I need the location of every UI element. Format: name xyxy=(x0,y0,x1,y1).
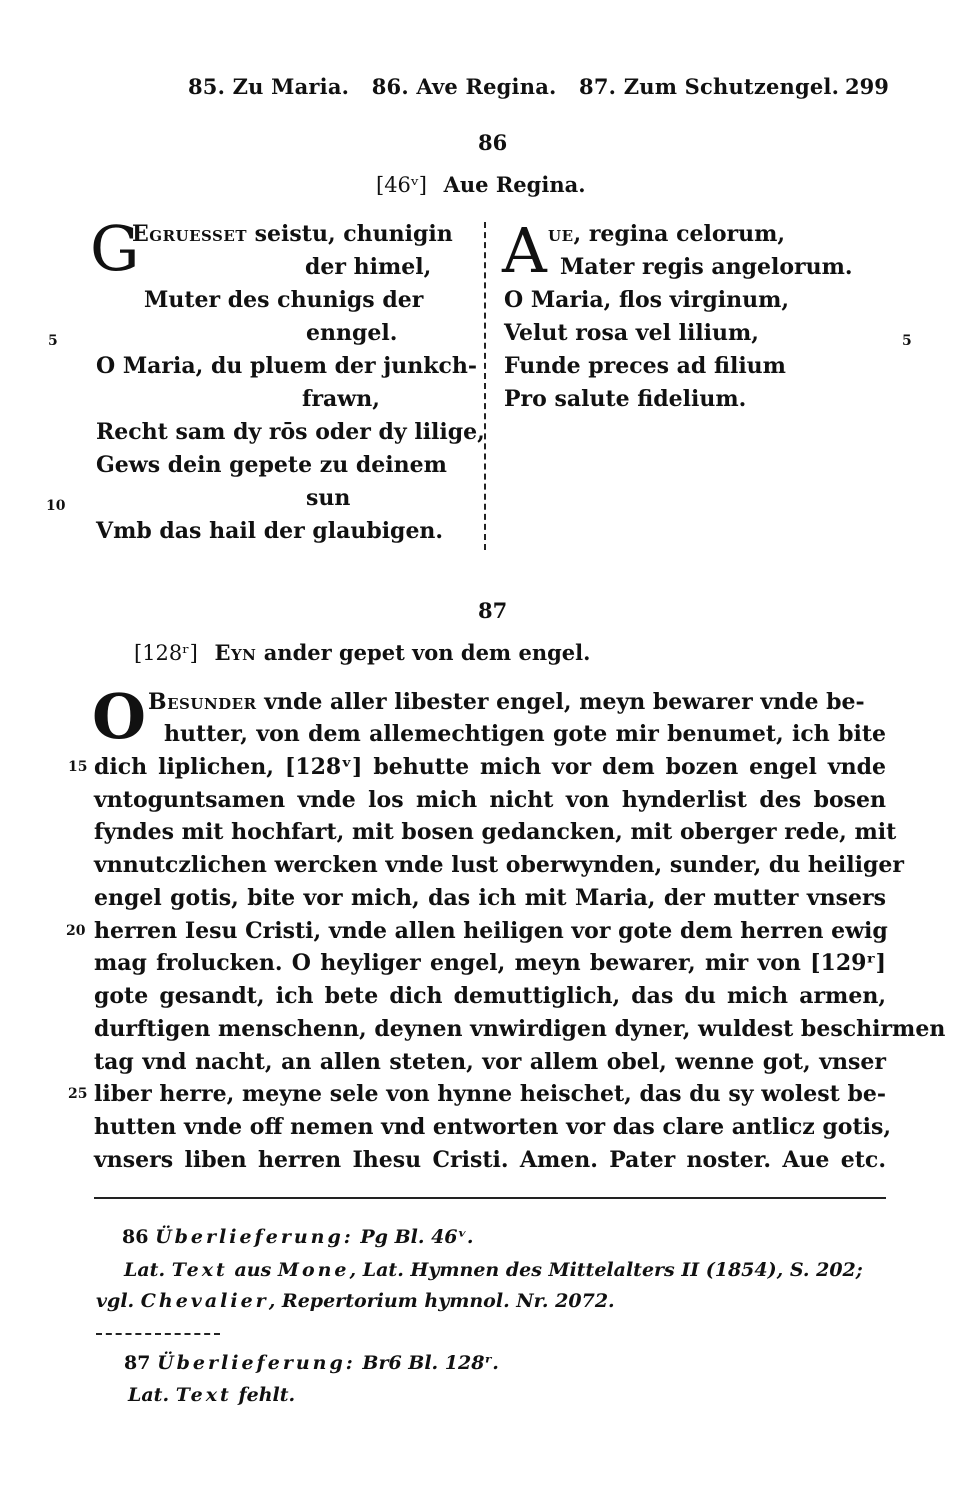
line-number: 25 xyxy=(68,1086,88,1102)
note-separator xyxy=(96,1333,220,1335)
latin-line-6: Pro salute fidelium. xyxy=(504,386,747,412)
prose-line-11: durftigen menschenn, deynen vnwirdigen dyner, wuldest beschirmen xyxy=(94,1016,946,1042)
section-87-folio: [128ʳ] xyxy=(134,641,198,665)
line-number: 10 xyxy=(46,498,66,514)
prose-line-6: vnnutczlichen wercken vnde lust oberwynden, sunder, du heiliger xyxy=(94,852,904,878)
prose-line-8: herren Iesu Cristi, vnde allen heiligen vor gote dem herren ewig xyxy=(94,918,888,944)
german-line-8: Gews dein gepete zu deinem xyxy=(96,452,447,478)
note-text: Lat. xyxy=(128,1384,176,1406)
prose-line-3: dich liplichen, [128ᵛ] behutte mich vor dem bozen engel vnde xyxy=(94,754,886,780)
note-86-rest: Pg Bl. 46ᵛ. xyxy=(353,1226,474,1248)
prose-87 xyxy=(94,0,946,1180)
section-86-title: Aue Regina. xyxy=(443,172,586,197)
latin-line-3: O Maria, flos virginum, xyxy=(504,287,790,313)
section-86-number: 86 xyxy=(478,130,508,155)
note-87-line-2 xyxy=(128,1384,295,1406)
line-number: 5 xyxy=(48,333,58,349)
note-87-word: Überlieferung: xyxy=(157,1352,356,1374)
german-line-4: enngel. xyxy=(306,320,398,346)
section-87-title-rest: ander gepet von dem engel. xyxy=(256,640,591,665)
line-number: 15 xyxy=(68,759,88,775)
dropcap-a: A xyxy=(502,214,547,287)
german-line-5: O Maria, du pluem der junkch- xyxy=(96,353,478,379)
german-line-10: Vmb das hail der glaubigen. xyxy=(96,518,444,544)
note-86-line-1 xyxy=(122,1226,473,1248)
footnote-rule xyxy=(94,1197,886,1199)
note-86-line-3 xyxy=(96,1290,615,1312)
prose-line-10: gote gesandt, ich bete dich demuttiglich, das du mich armen, xyxy=(94,983,886,1009)
note-87-label: 87 xyxy=(124,1352,151,1374)
page-number: 299 xyxy=(845,74,889,99)
note-spaced: Text xyxy=(171,1259,228,1281)
prose-line-1 xyxy=(148,686,865,719)
note-86-word: Überlieferung: xyxy=(155,1226,354,1248)
german-line-3: Muter des chunigs der xyxy=(144,287,424,313)
note-text: , Repertorium hymnol. Nr. 2072. xyxy=(268,1290,615,1312)
prose-line-14: hutten vnde off nemen vnd entworten vor das clare antlicz gotis, xyxy=(94,1114,892,1140)
latin-line-4: Velut rosa vel lilium, xyxy=(504,320,759,346)
note-87-line-1 xyxy=(124,1352,499,1374)
first-word: Besunder xyxy=(148,689,257,715)
line-text: vnde aller libester engel, meyn bewarer vnde be- xyxy=(256,689,865,715)
section-86-folio: [46ᵛ] xyxy=(376,173,427,197)
header-title: 85. Zu Maria. 86. Ave Regina. 87. Zum Schutzengel. xyxy=(188,74,840,99)
prose-line-7: engel gotis, bite vor mich, das ich mit Maria, der mutter vnsers xyxy=(94,885,886,911)
prose-line-4: vntoguntsamen vnde los mich nicht von hynderlist des bosen xyxy=(94,787,886,813)
german-line-7: Recht sam dy rōs oder dy lilige, xyxy=(96,419,485,445)
line-number: 5 xyxy=(902,333,912,349)
first-word: Egruesset xyxy=(132,221,247,247)
prose-line-5: fyndes mit hochfart, mit bosen gedancken, mit oberger rede, mit xyxy=(94,819,897,845)
note-86-label: 86 xyxy=(122,1226,149,1248)
note-name: Chevalier xyxy=(140,1290,269,1312)
section-87-number: 87 xyxy=(478,598,508,623)
note-text: fehlt. xyxy=(231,1384,296,1406)
note-text: Lat. xyxy=(124,1259,172,1281)
prose-line-9: mag frolucken. O heyliger engel, meyn bewarer, mir von [129ʳ] xyxy=(94,950,886,976)
latin-line-5: Funde preces ad filium xyxy=(504,353,786,379)
line-text: , regina celorum, xyxy=(573,221,786,247)
dropcap-o: O xyxy=(92,680,147,753)
prose-line-15: vnsers liben herren Ihesu Cristi. Amen. Pater noster. Aue etc. xyxy=(94,1147,886,1173)
note-spaced: Text xyxy=(175,1384,232,1406)
german-line-2: der himel, xyxy=(305,254,432,280)
german-line-6: frawn, xyxy=(302,386,380,412)
prose-line-12: tag vnd nacht, an allen steten, vor allem obel, wenne got, vnser xyxy=(94,1049,886,1075)
line-number: 20 xyxy=(66,923,86,939)
latin-line-2: Mater regis angelorum. xyxy=(560,254,853,280)
dropcap-g: G xyxy=(90,212,140,285)
note-87-rest: Br6 Bl. 128ʳ. xyxy=(355,1352,499,1374)
prose-line-2: hutter, von dem allemechtigen gote mir benumet, ich bite xyxy=(164,721,886,747)
first-word: ue xyxy=(548,221,574,247)
note-text: aus xyxy=(227,1259,278,1281)
note-text: vgl. xyxy=(96,1290,141,1312)
section-87-title-first: Eyn xyxy=(214,640,257,665)
note-text: , Lat. Hymnen des Mittelalters II (1854), S. 202; xyxy=(349,1259,863,1281)
note-86-line-2 xyxy=(124,1259,863,1281)
prose-line-13: liber herre, meyne sele von hynne heischet, das du sy wolest be- xyxy=(94,1081,886,1107)
note-name: Mone xyxy=(277,1259,350,1281)
line-text: seistu, chunigin xyxy=(247,221,453,247)
german-line-9: sun xyxy=(306,485,351,511)
